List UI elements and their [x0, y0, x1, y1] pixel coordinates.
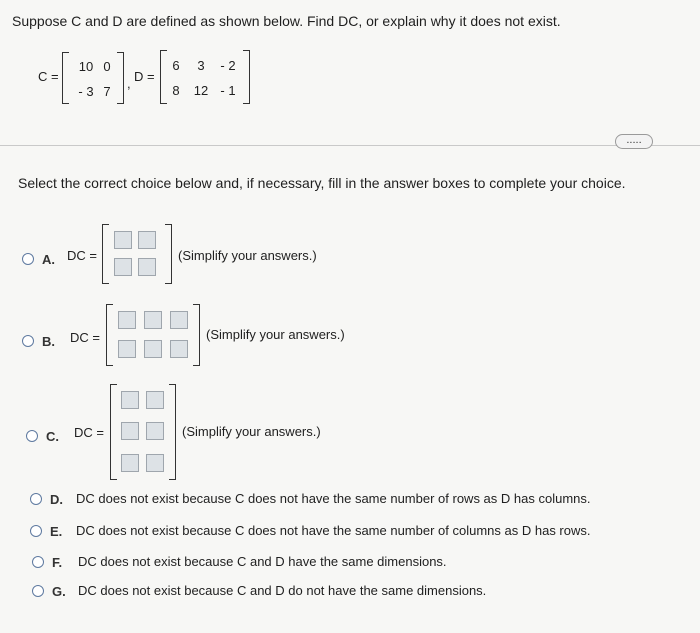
option-a-answer-box[interactable]: [138, 231, 156, 249]
option-b-left-bracket: [106, 304, 113, 366]
option-f-radio[interactable]: [32, 556, 44, 568]
matrix-d-cell: - 2: [220, 58, 236, 73]
matrix-d-cell: - 1: [220, 83, 236, 98]
matrix-c-cell: 0: [103, 59, 111, 74]
option-a-answer-box[interactable]: [114, 231, 132, 249]
matrix-c-label: C =: [38, 69, 59, 84]
matrix-d: [160, 50, 250, 104]
option-c-label: DC =: [74, 425, 104, 440]
option-c-answer-box[interactable]: [121, 454, 139, 472]
option-d-letter: D.: [50, 492, 63, 507]
option-g-letter: G.: [52, 584, 66, 599]
matrix-d-cell: 8: [172, 83, 180, 98]
option-b-right-bracket: [193, 304, 200, 366]
option-b-radio[interactable]: [22, 335, 34, 347]
option-a-answer-box[interactable]: [138, 258, 156, 276]
instruction-text: Select the correct choice below and, if necessary, fill in the answer boxes to complete your choice.: [18, 175, 626, 191]
more-button[interactable]: .....: [615, 134, 653, 149]
question-text: Suppose C and D are defined as shown below. Find DC, or explain why it does not exist.: [12, 13, 561, 29]
matrix-c-cell: - 3: [78, 84, 94, 99]
matrix-c: [62, 52, 124, 104]
option-b-hint: (Simplify your answers.): [206, 327, 345, 342]
option-b-answer-box[interactable]: [118, 340, 136, 358]
option-c-answer-box[interactable]: [146, 422, 164, 440]
option-e-text: DC does not exist because C does not have the same number of columns as D has rows.: [76, 523, 591, 538]
matrix-d-cell: 6: [172, 58, 180, 73]
option-c-letter: C.: [46, 429, 59, 444]
option-b-answer-box[interactable]: [144, 311, 162, 329]
option-a-left-bracket: [102, 224, 109, 284]
matrix-d-cell: 3: [197, 58, 205, 73]
option-b-letter: B.: [42, 334, 55, 349]
option-g-text: DC does not exist because C and D do not have the same dimensions.: [78, 583, 487, 598]
option-b-answer-box[interactable]: [144, 340, 162, 358]
option-a-label: DC =: [67, 248, 97, 263]
matrix-c-right-bracket: [117, 52, 124, 104]
option-c-right-bracket: [169, 384, 176, 480]
matrix-separator: ,: [127, 76, 131, 91]
option-e-radio[interactable]: [30, 525, 42, 537]
option-c-answer-box[interactable]: [146, 391, 164, 409]
option-c-answer-box[interactable]: [121, 391, 139, 409]
section-divider: [0, 145, 700, 146]
option-e-letter: E.: [50, 524, 63, 539]
matrix-c-left-bracket: [62, 52, 69, 104]
option-a-answer-box[interactable]: [114, 258, 132, 276]
option-a-hint: (Simplify your answers.): [178, 248, 317, 263]
option-a-right-bracket: [165, 224, 172, 284]
option-d-text: DC does not exist because C does not have the same number of rows as D has columns.: [76, 491, 591, 506]
option-c-matrix: [110, 384, 176, 480]
option-b-answer-box[interactable]: [170, 311, 188, 329]
option-d-radio[interactable]: [30, 493, 42, 505]
matrix-d-cell: 12: [193, 83, 209, 98]
option-b-label: DC =: [70, 330, 100, 345]
option-c-radio[interactable]: [26, 430, 38, 442]
matrix-d-label: D =: [134, 69, 155, 84]
option-a-letter: A.: [42, 252, 55, 267]
option-c-answer-box[interactable]: [146, 454, 164, 472]
option-b-answer-box[interactable]: [170, 340, 188, 358]
option-f-text: DC does not exist because C and D have the same dimensions.: [78, 554, 447, 569]
matrix-c-cell: 10: [78, 59, 94, 74]
matrix-d-right-bracket: [243, 50, 250, 104]
option-a-matrix: [102, 224, 172, 284]
option-b-matrix: [106, 304, 200, 366]
option-g-radio[interactable]: [32, 585, 44, 597]
matrix-c-cell: 7: [103, 84, 111, 99]
option-b-answer-box[interactable]: [118, 311, 136, 329]
option-a-radio[interactable]: [22, 253, 34, 265]
option-f-letter: F.: [52, 555, 63, 570]
option-c-answer-box[interactable]: [121, 422, 139, 440]
option-c-hint: (Simplify your answers.): [182, 424, 321, 439]
option-c-left-bracket: [110, 384, 117, 480]
